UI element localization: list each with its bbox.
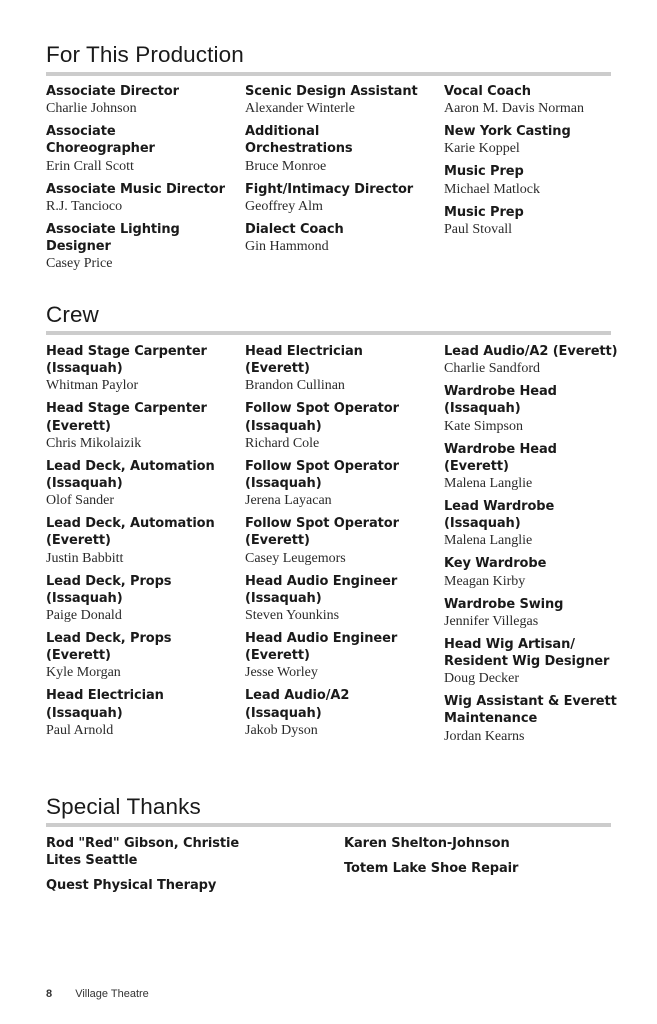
credit-role: Lead Deck, Automation (Issaquah) xyxy=(46,458,215,492)
production-rule xyxy=(46,72,611,76)
crew-column-3 xyxy=(444,343,626,751)
credit-role: Fight/Intimacy Director xyxy=(245,181,414,197)
credit-entry xyxy=(245,400,427,451)
credit-name: Whitman Paylor xyxy=(46,378,139,394)
credit-role: Associate Director xyxy=(46,84,179,99)
credit-name: Casey Price xyxy=(46,256,113,272)
page-footer xyxy=(46,988,149,1000)
credit-entry xyxy=(444,498,626,549)
credit-entry xyxy=(444,383,626,434)
thanks-column-1 xyxy=(46,835,246,903)
credit-name: Kate Simpson xyxy=(444,418,523,434)
credit-name: Gin Hammond xyxy=(245,239,329,255)
thanks-entry: Karen Shelton-Johnson xyxy=(344,836,510,851)
credit-role: New York Casting xyxy=(444,124,571,140)
credit-entry xyxy=(444,555,626,589)
credit-entry xyxy=(444,596,626,630)
credit-role: Head Electrician (Issaquah) xyxy=(46,688,164,721)
credit-name: Paul Stovall xyxy=(444,221,513,237)
crew-heading: Crew xyxy=(46,302,99,327)
credit-entry xyxy=(245,221,427,255)
credit-name: Erin Crall Scott xyxy=(46,158,134,174)
credit-name: Jordan Kearns xyxy=(444,728,525,744)
credit-role: Head Audio Engineer (Everett) xyxy=(245,631,398,664)
credit-entry xyxy=(245,181,427,215)
credit-name: Casey Leugemors xyxy=(245,550,346,566)
credit-entry xyxy=(245,630,427,681)
credit-name: Geoffrey Alm xyxy=(245,198,323,214)
credit-entry xyxy=(46,515,228,566)
credit-role: Wardrobe Head (Issaquah) xyxy=(444,384,557,417)
credit-entry xyxy=(444,163,626,197)
page-number: 8 xyxy=(46,988,53,1000)
thanks-column-2 xyxy=(344,835,544,885)
credit-entry xyxy=(46,458,228,509)
credit-name: Jakob Dyson xyxy=(245,722,318,738)
credit-role: Associate Music Director xyxy=(46,181,225,197)
production-heading: For This Production xyxy=(46,42,244,67)
credit-role: Wardrobe Head (Everett) xyxy=(444,441,557,474)
credit-name: Chris Mikolaizik xyxy=(46,435,142,451)
credit-role: Head Stage Carpenter (Everett) xyxy=(46,401,207,434)
credit-name: Kyle Morgan xyxy=(46,665,121,681)
credit-name: Doug Decker xyxy=(444,671,520,687)
production-column-1 xyxy=(46,83,228,278)
production-column-2 xyxy=(245,83,427,261)
credit-role: Music Prep xyxy=(444,204,524,220)
credit-name: Richard Cole xyxy=(245,435,320,451)
credit-role: Vocal Coach xyxy=(444,84,531,99)
credit-entry xyxy=(444,204,626,238)
credit-entry xyxy=(444,123,626,157)
credit-name: Malena Langlie xyxy=(444,533,533,549)
footer-org: Village Theatre xyxy=(75,988,149,1000)
credit-name: Aaron M. Davis Norman xyxy=(444,101,584,117)
production-column-3 xyxy=(444,83,626,244)
credit-role: Follow Spot Operator (Issaquah) xyxy=(245,458,399,492)
crew-column-2 xyxy=(245,343,427,745)
credit-role: Head Audio Engineer (Issaquah) xyxy=(245,573,398,606)
credit-entry xyxy=(245,687,427,738)
credit-name: Jerena Layacan xyxy=(245,493,332,509)
credit-name: R.J. Tancioco xyxy=(46,198,123,214)
credit-role: Lead Deck, Props (Issaquah) xyxy=(46,573,172,606)
credit-role: Key Wardrobe xyxy=(444,556,547,572)
credit-name: Brandon Cullinan xyxy=(245,378,345,394)
credit-role: Lead Deck, Props (Everett) xyxy=(46,631,172,664)
thanks-entry: Rod "Red" Gibson, Christie Lites Seattle xyxy=(46,836,240,869)
credit-entry xyxy=(444,343,626,377)
credit-role: Follow Spot Operator (Issaquah) xyxy=(245,401,399,434)
credit-name: Charlie Sandford xyxy=(444,361,541,377)
credit-entry xyxy=(46,573,228,624)
credit-role: Lead Audio/A2 (Issaquah) xyxy=(245,688,350,721)
credit-role: Follow Spot Operator (Everett) xyxy=(245,516,399,549)
crew-rule xyxy=(46,331,611,335)
credit-entry xyxy=(46,123,228,174)
credit-role: Head Electrician (Everett) xyxy=(245,344,363,377)
credit-entry xyxy=(46,83,228,117)
credit-name: Jesse Worley xyxy=(245,665,318,681)
credit-role: Additional Orchestrations xyxy=(245,124,353,157)
credit-entry xyxy=(444,693,626,744)
credit-name: Olof Sander xyxy=(46,493,115,509)
credit-role: Associate Lighting Designer xyxy=(46,221,180,255)
credit-role: Lead Deck, Automation (Everett) xyxy=(46,516,215,549)
credit-name: Michael Matlock xyxy=(444,181,541,197)
thanks-entry: Totem Lake Shoe Repair xyxy=(344,861,519,877)
credit-entry xyxy=(444,83,626,117)
credit-entry xyxy=(245,123,427,174)
credit-entry xyxy=(46,181,228,215)
credit-role: Head Stage Carpenter (Issaquah) xyxy=(46,344,207,377)
credit-entry xyxy=(46,687,228,738)
credit-role: Wardrobe Swing xyxy=(444,596,564,612)
credit-role: Head Wig Artisan/ Resident Wig Designer xyxy=(444,636,610,670)
credit-name: Justin Babbitt xyxy=(46,550,124,566)
credit-name: Bruce Monroe xyxy=(245,158,327,174)
thanks-heading: Special Thanks xyxy=(46,794,201,819)
credit-entry xyxy=(444,441,626,492)
credit-name: Alexander Winterle xyxy=(245,101,355,117)
credit-entry xyxy=(46,221,228,272)
credit-role: Music Prep xyxy=(444,164,524,180)
credit-name: Paige Donald xyxy=(46,608,122,624)
credit-entry xyxy=(46,343,228,394)
credit-name: Jennifer Villegas xyxy=(444,613,539,629)
credit-role: Associate Choreographer xyxy=(46,124,155,157)
credit-entry xyxy=(444,636,626,687)
credit-name: Karie Koppel xyxy=(444,141,520,157)
credit-name: Charlie Johnson xyxy=(46,101,137,117)
credit-role: Wig Assistant & Everett Maintenance xyxy=(444,694,617,727)
credit-role: Scenic Design Assistant xyxy=(245,84,418,99)
thanks-rule xyxy=(46,823,611,827)
credit-role: Lead Audio/A2 (Everett) xyxy=(444,344,618,359)
credit-entry xyxy=(245,343,427,394)
credit-entry xyxy=(46,400,228,451)
credit-entry xyxy=(245,83,427,117)
credit-name: Meagan Kirby xyxy=(444,573,526,589)
crew-column-1 xyxy=(46,343,228,745)
credit-name: Paul Arnold xyxy=(46,722,114,738)
credit-entry xyxy=(245,573,427,624)
credit-name: Malena Langlie xyxy=(444,476,533,492)
credit-entry xyxy=(46,630,228,681)
credit-entry xyxy=(245,515,427,566)
credit-entry xyxy=(245,458,427,509)
credit-role: Dialect Coach xyxy=(245,221,344,237)
credit-role: Lead Wardrobe (Issaquah) xyxy=(444,499,555,532)
credit-name: Steven Younkins xyxy=(245,608,340,624)
thanks-entry: Quest Physical Therapy xyxy=(46,878,217,894)
